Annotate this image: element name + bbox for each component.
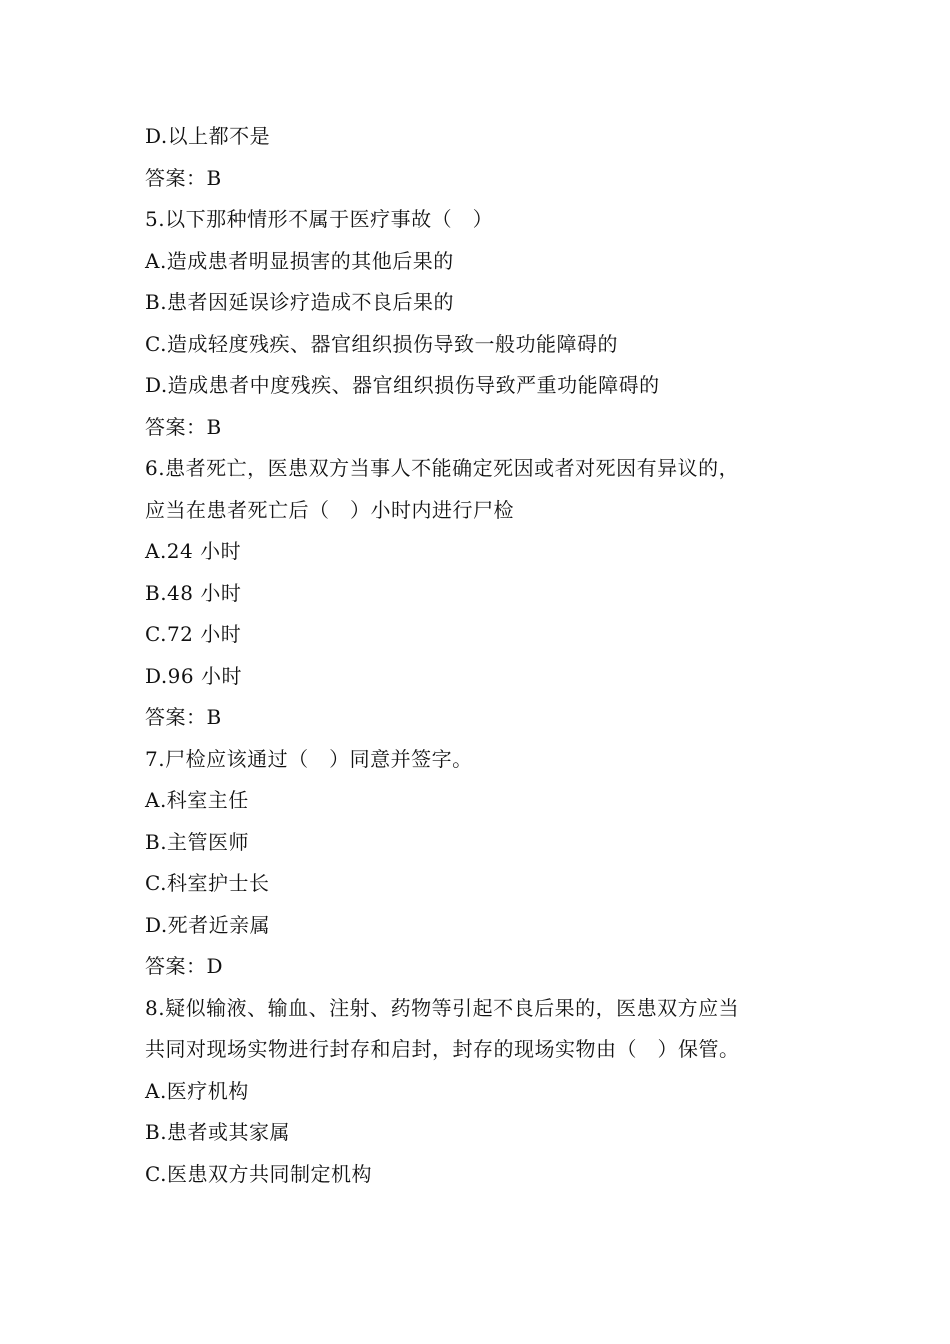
option-line: A.24 小时 [145,539,242,563]
option-line: D.96 小时 [145,663,242,688]
option-line: A.医疗机构 [145,1078,249,1103]
answer-line: 答案：D [145,954,224,978]
option-line: B.48 小时 [145,580,242,605]
question-line: 7.尸检应该通过（ ）同意并签字。 [145,746,473,771]
option-line: A.科室主任 [145,788,249,812]
option-line: B.主管医师 [145,829,250,854]
question-line: 共同对现场实物进行封存和启封，封存的现场实物由（ ）保管。 [145,1037,740,1061]
option-line: C.科室护士长 [145,871,270,895]
option-line: B.患者因延误诊疗造成不良后果的 [145,290,455,314]
option-line: C.72 小时 [145,622,242,646]
option-line: C.医患双方共同制定机构 [145,1161,372,1186]
option-line: D.以上都不是 [145,124,271,148]
question-line: 6.患者死亡，医患双方当事人不能确定死因或者对死因有异议的， [145,456,740,480]
option-line: C.造成轻度残疾、器官组织损伤导致一般功能障碍的 [145,331,618,356]
option-line: D.死者近亲属 [145,912,271,937]
option-line: A.造成患者明显损害的其他后果的 [145,248,454,273]
question-line: 应当在患者死亡后（ ）小时内进行尸检 [145,497,514,522]
question-text-block [145,116,825,1195]
option-line: B.患者或其家属 [145,1120,291,1144]
answer-line: 答案：B [145,165,222,190]
option-line: D.造成患者中度残疾、器官组织损伤导致严重功能障碍的 [145,373,660,397]
answer-line: 答案：B [145,705,222,729]
answer-line: 答案：B [145,414,222,439]
question-line: 5.以下那种情形不属于医疗事故（ ） [145,207,494,231]
question-line: 8.疑似输液、输血、注射、药物等引起不良后果的，医患双方应当 [145,995,740,1020]
